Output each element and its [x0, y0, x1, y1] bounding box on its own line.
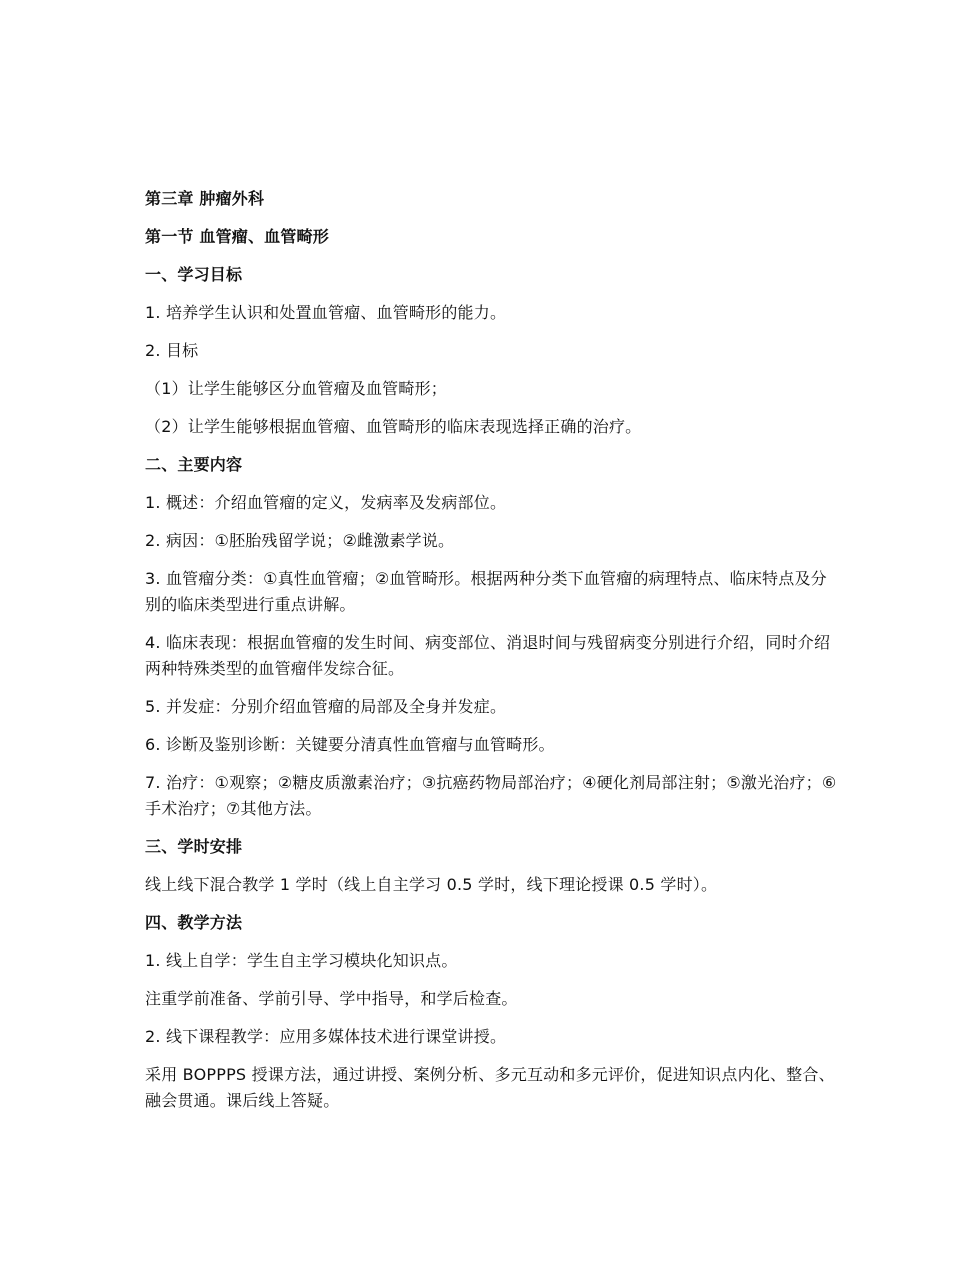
schedule-heading: 三、学时安排 [145, 837, 243, 856]
content-item: 5. 并发症：分别介绍血管瘤的局部及全身并发症。 [145, 697, 507, 716]
content-item: 2. 病因：①胚胎残留学说；②雌激素学说。 [145, 531, 455, 550]
document-page [145, 186, 837, 1126]
objectives-heading: 一、学习目标 [145, 265, 243, 284]
objectives-sub-1: （1）让学生能够区分血管瘤及血管畸形； [145, 379, 447, 398]
content-item: 6. 诊断及鉴别诊断：关键要分清真性血管瘤与血管畸形。 [145, 735, 555, 754]
methods-item: 注重学前准备、学前引导、学中指导，和学后检查。 [145, 989, 518, 1008]
content-item: 7. 治疗：①观察；②糖皮质激素治疗；③抗癌药物局部治疗；④硬化剂局部注射；⑤激光治疗；⑥手术治疗；⑦其他方法。 [145, 773, 837, 818]
methods-item: 采用 BOPPPS 授课方法，通过讲授、案例分析、多元互动和多元评价，促进知识点内化、整合、融会贯通。课后线上答疑。 [145, 1065, 835, 1110]
content-heading: 二、主要内容 [145, 455, 243, 474]
section-title: 第一节 血管瘤、血管畸形 [145, 227, 329, 246]
content-item: 1. 概述：介绍血管瘤的定义，发病率及发病部位。 [145, 493, 507, 512]
methods-heading: 四、教学方法 [145, 913, 243, 932]
methods-item: 1. 线上自学：学生自主学习模块化知识点。 [145, 951, 458, 970]
schedule-text: 线上线下混合教学 1 学时（线上自主学习 0.5 学时，线下理论授课 0.5 学时）。 [145, 875, 718, 894]
objectives-item-1: 1. 培养学生认识和处置血管瘤、血管畸形的能力。 [145, 303, 507, 322]
chapter-title: 第三章 肿瘤外科 [145, 189, 265, 208]
content-item: 4. 临床表现：根据血管瘤的发生时间、病变部位、消退时间与残留病变分别进行介绍，同时介绍两种特殊类型的血管瘤伴发综合征。 [145, 633, 831, 678]
content-item: 3. 血管瘤分类：①真性血管瘤；②血管畸形。根据两种分类下血管瘤的病理特点、临床特点及分别的临床类型进行重点讲解。 [145, 569, 827, 614]
objectives-item-2: 2. 目标 [145, 341, 199, 360]
methods-item: 2. 线下课程教学：应用多媒体技术进行课堂讲授。 [145, 1027, 507, 1046]
objectives-sub-2: （2）让学生能够根据血管瘤、血管畸形的临床表现选择正确的治疗。 [145, 417, 642, 436]
